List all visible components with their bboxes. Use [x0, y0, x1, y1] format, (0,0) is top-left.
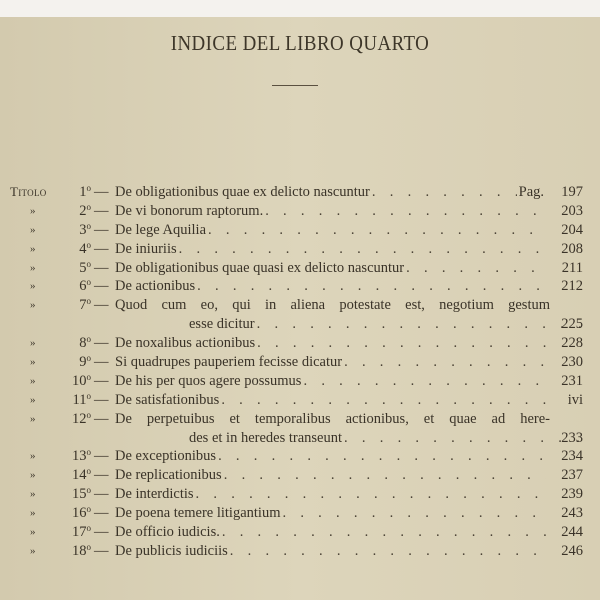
- entry-number-value: 18: [72, 542, 87, 559]
- entry-title-text: Si quadrupes pauperiem fecisse dicatur: [115, 354, 343, 371]
- scan-margin: [0, 0, 600, 17]
- toc-entry: [0, 240, 600, 259]
- dot-leader: [303, 372, 546, 391]
- entry-number-value: 16: [72, 505, 87, 522]
- entry-title-text: De officio iudicis.: [115, 524, 220, 541]
- toc-entry: [0, 202, 600, 221]
- ordinal-mark: o: [86, 466, 91, 477]
- dot-leader: [406, 259, 546, 278]
- ditto-mark: »: [30, 223, 36, 236]
- toc-entry: [0, 334, 600, 353]
- dot-leader: [230, 542, 546, 561]
- entry-title: [115, 353, 548, 372]
- entry-title-text: De replicationibus: [115, 467, 222, 484]
- em-dash: —: [94, 448, 109, 465]
- entry-number-value: 2: [79, 202, 87, 219]
- entry-title-text: De obligationibus quae quasi ex delicto nascuntur: [115, 259, 405, 276]
- em-dash: —: [94, 184, 109, 200]
- entry-number: [58, 334, 91, 353]
- em-dash: —: [94, 486, 109, 503]
- entry-number: [58, 523, 91, 542]
- page-number: 237: [561, 467, 583, 484]
- ditto-mark: »: [30, 507, 36, 520]
- page-number: ivi: [567, 391, 583, 408]
- entry-title: [115, 334, 548, 353]
- ditto-mark: »: [30, 450, 36, 463]
- ditto-mark: »: [30, 337, 36, 350]
- page-number: 212: [561, 278, 583, 295]
- entry-title: [115, 523, 548, 542]
- ordinal-mark: o: [86, 296, 91, 307]
- page-number: 239: [561, 486, 583, 503]
- ordinal-mark: o: [86, 541, 91, 552]
- em-dash: —: [94, 467, 109, 484]
- dot-leader: [196, 485, 546, 504]
- entry-title: [115, 542, 548, 561]
- toc-entry: [0, 353, 600, 372]
- dot-leader: [344, 353, 546, 372]
- entry-number-value: 12: [72, 410, 87, 427]
- toc-entry: [0, 372, 600, 391]
- table-of-contents: [0, 183, 600, 561]
- ditto-mark: »: [30, 526, 36, 539]
- dot-leader: [257, 334, 546, 353]
- entry-number: [58, 391, 91, 410]
- ordinal-mark: o: [86, 353, 91, 364]
- ditto-mark: »: [30, 261, 36, 274]
- entry-number: [58, 202, 91, 221]
- em-dash: —: [94, 297, 109, 314]
- dot-leader: [197, 277, 546, 296]
- ditto-mark: »: [30, 544, 36, 557]
- title-label: Titolo: [10, 184, 47, 199]
- page-number: 211: [561, 259, 583, 276]
- page-prefix: Pag.: [518, 184, 544, 200]
- em-dash: —: [94, 259, 109, 276]
- dot-leader: [372, 183, 517, 202]
- ordinal-mark: o: [86, 371, 91, 382]
- entry-title-cont-text: des et in heredes transeunt: [189, 429, 343, 446]
- entry-number: [58, 542, 91, 561]
- ordinal-mark: o: [86, 485, 91, 496]
- em-dash: —: [94, 505, 109, 522]
- entry-title: [115, 504, 548, 523]
- ordinal-mark: o: [86, 277, 91, 288]
- toc-entry: [0, 259, 600, 278]
- entry-title: [115, 183, 548, 202]
- ordinal-mark: o: [86, 258, 91, 269]
- entry-number-value: 1: [79, 184, 87, 200]
- entry-title: [115, 202, 548, 221]
- dot-leader: [218, 447, 546, 466]
- title-divider: [272, 85, 318, 86]
- entry-title: [115, 259, 548, 278]
- entry-number: [58, 485, 91, 504]
- entry-title-text: De lege Aquilia: [115, 221, 207, 238]
- page-number: 225: [561, 316, 583, 333]
- em-dash: —: [94, 524, 109, 541]
- em-dash: —: [94, 202, 109, 219]
- entry-number: [58, 504, 91, 523]
- entry-title-text: De poena temere litigantium: [115, 505, 281, 522]
- page-number: 243: [561, 505, 583, 522]
- ordinal-mark: o: [86, 523, 91, 534]
- dot-leader: [208, 221, 546, 240]
- entry-number: [58, 277, 91, 296]
- entry-number-value: 5: [79, 259, 87, 276]
- dot-leader: [224, 466, 546, 485]
- page-number: 233: [561, 429, 583, 446]
- entry-number-value: 14: [72, 467, 87, 484]
- em-dash: —: [94, 240, 109, 257]
- ordinal-mark: o: [86, 504, 91, 515]
- em-dash: —: [94, 542, 109, 559]
- entry-number-value: 8: [79, 335, 87, 352]
- em-dash: —: [94, 410, 109, 427]
- page-number: 244: [561, 524, 583, 541]
- entry-number: [58, 183, 91, 202]
- em-dash: —: [94, 391, 109, 408]
- entry-title-cont-text: esse dicitur: [189, 316, 255, 333]
- entry-title-text: De perpetuibus et temporalibus actionibus, et quae ad here-: [115, 410, 550, 427]
- entry-title-text: De iniuriis: [115, 240, 177, 257]
- entry-number: [58, 296, 91, 315]
- toc-entry: [0, 296, 600, 315]
- entry-title: [115, 240, 548, 259]
- ordinal-mark: o: [86, 201, 91, 212]
- ordinal-mark: o: [86, 334, 91, 345]
- ditto-mark: »: [30, 242, 36, 255]
- toc-entry: [0, 504, 600, 523]
- toc-entry: [0, 447, 600, 466]
- entry-number: [58, 353, 91, 372]
- entry-number: [58, 447, 91, 466]
- dot-leader: [265, 202, 546, 221]
- entry-number: [58, 259, 91, 278]
- entry-title-continuation: [189, 429, 583, 448]
- page-number: 197: [561, 184, 583, 200]
- dot-leader: [344, 429, 581, 448]
- toc-entry: [0, 485, 600, 504]
- entry-title-text: Quod cum eo, qui in aliena potestate est, negotium gestum: [115, 297, 550, 314]
- entry-number-value: 4: [79, 240, 87, 257]
- entry-title-text: De publicis iudiciis: [115, 542, 228, 559]
- entry-title: [115, 447, 548, 466]
- entry-title-continuation: [189, 315, 583, 334]
- entry-title: [115, 221, 548, 240]
- entry-number: [58, 372, 91, 391]
- dot-leader: [257, 315, 581, 334]
- ditto-mark: »: [30, 488, 36, 501]
- toc-entry: [0, 523, 600, 542]
- entry-title: [115, 485, 548, 504]
- dot-leader: [282, 504, 546, 523]
- toc-entry: [0, 221, 600, 240]
- ordinal-mark: o: [86, 220, 91, 231]
- entry-number-value: 17: [72, 524, 87, 541]
- page-number: 230: [561, 354, 583, 371]
- toc-entry-continuation: [0, 315, 600, 334]
- ditto-mark: »: [30, 393, 36, 406]
- page-number: 203: [561, 202, 583, 219]
- dot-leader: [222, 523, 546, 542]
- ordinal-mark: o: [86, 409, 91, 420]
- entry-title: [115, 466, 548, 485]
- ordinal-mark: o: [86, 183, 91, 193]
- em-dash: —: [94, 221, 109, 238]
- entry-number-value: 10: [72, 372, 87, 389]
- toc-entry: [0, 183, 600, 202]
- em-dash: —: [94, 372, 109, 389]
- entry-number-value: 6: [79, 278, 87, 295]
- page-number: 208: [561, 240, 583, 257]
- toc-entry: [0, 542, 600, 561]
- entry-number: [58, 466, 91, 485]
- entry-number: [58, 221, 91, 240]
- entry-number-value: 15: [72, 486, 87, 503]
- entry-title-text: De exceptionibus: [115, 448, 217, 465]
- toc-entry: [0, 466, 600, 485]
- toc-entry: [0, 410, 600, 429]
- page-number: 246: [561, 542, 583, 559]
- entry-title-text: De obligationibus quae ex delicto nascuntur: [115, 184, 370, 200]
- entry-title-text: De noxalibus actionibus: [115, 335, 256, 352]
- entry-title-text: De vi bonorum raptorum.: [115, 202, 264, 219]
- toc-entry: [0, 391, 600, 410]
- ditto-mark: »: [30, 374, 36, 387]
- ditto-mark: »: [30, 469, 36, 482]
- entry-title-text: De actionibus: [115, 278, 196, 295]
- ditto-mark: »: [30, 412, 36, 425]
- em-dash: —: [94, 354, 109, 371]
- ordinal-mark: o: [86, 447, 91, 458]
- entry-number: [58, 410, 91, 429]
- entry-title: [115, 296, 550, 315]
- page-number: 228: [561, 335, 583, 352]
- entry-title: [115, 410, 550, 429]
- entry-number-value: 3: [79, 221, 87, 238]
- ditto-mark: »: [30, 356, 36, 369]
- dot-leader: [179, 240, 546, 259]
- entry-title-text: De his per quos agere possumus: [115, 372, 302, 389]
- ordinal-mark: o: [86, 390, 91, 401]
- ditto-mark: »: [30, 299, 36, 312]
- entry-number-value: 9: [79, 354, 87, 371]
- entry-number: [58, 240, 91, 259]
- toc-entry-continuation: [0, 429, 600, 448]
- toc-entry: [0, 277, 600, 296]
- ditto-mark: »: [30, 204, 36, 217]
- em-dash: —: [94, 335, 109, 352]
- ordinal-mark: o: [86, 239, 91, 250]
- page-number: 234: [561, 448, 583, 465]
- entry-title-text: De interdictis: [115, 486, 194, 503]
- entry-number-value: 7: [79, 297, 87, 314]
- entry-number-value: 11: [72, 391, 87, 408]
- dot-leader: [221, 391, 546, 410]
- em-dash: —: [94, 278, 109, 295]
- entry-number-value: 13: [72, 448, 87, 465]
- entry-title-text: De satisfationibus: [115, 391, 220, 408]
- entry-title: [115, 391, 548, 410]
- entry-title: [115, 372, 548, 391]
- page-number: 204: [561, 221, 583, 238]
- page-title: INDICE DEL LIBRO QUARTO: [170, 31, 430, 55]
- entry-title: [115, 277, 548, 296]
- page-number: 231: [561, 372, 583, 389]
- ditto-mark: »: [30, 280, 36, 293]
